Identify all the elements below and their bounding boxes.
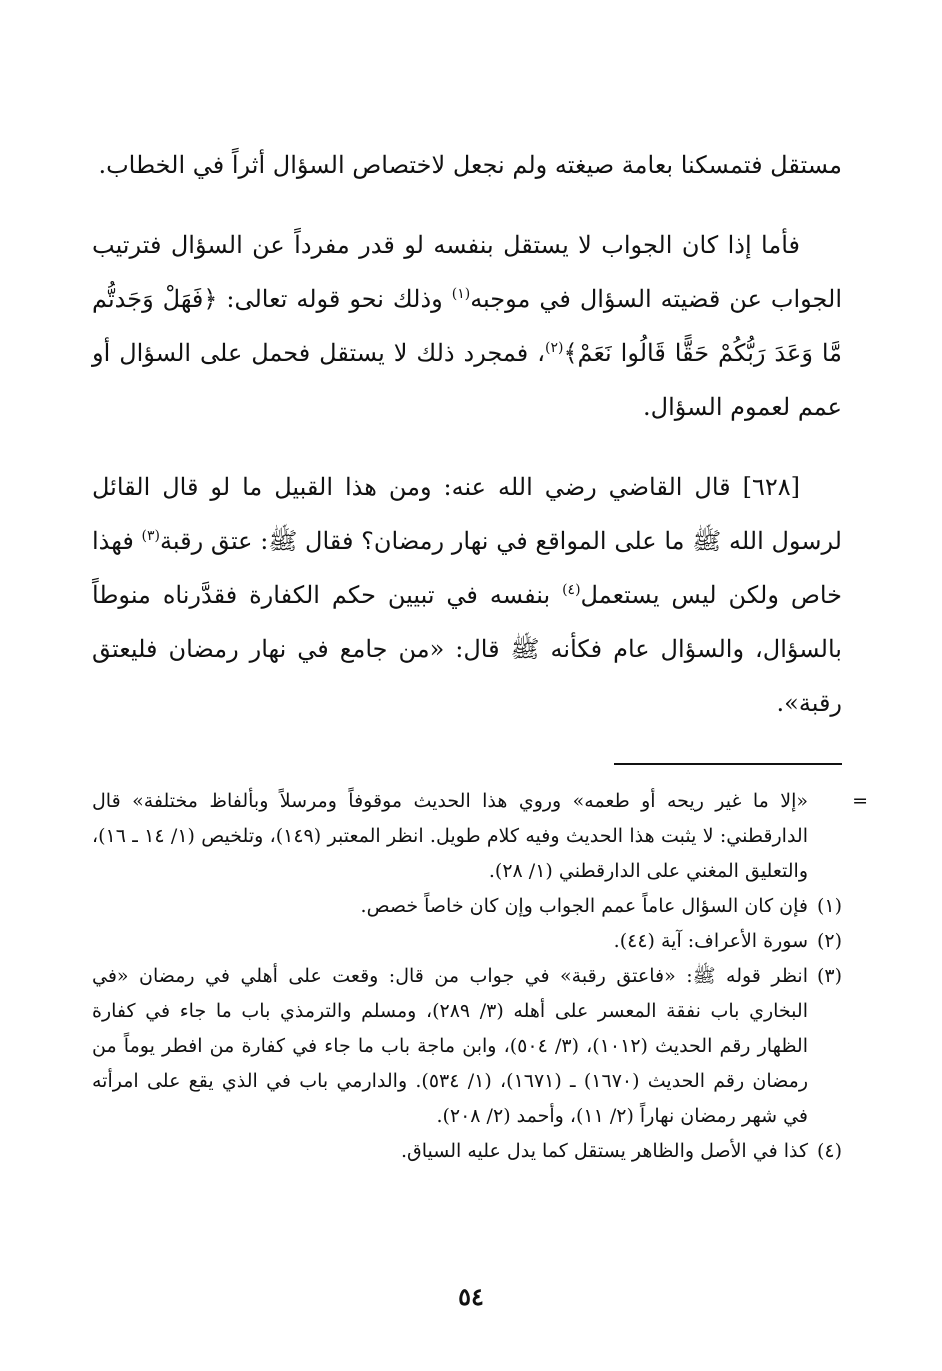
footnote-ref-4: (٤) (562, 582, 581, 598)
paragraph-3-text-b: فهذا خاص ولكن ليس يستعمل (92, 527, 842, 609)
footnote-ref-2: (٢) (544, 340, 564, 356)
footnote-1-number: (١) (816, 895, 842, 917)
footnote-4-text: كذا في الأصل والظاهر يستقل كما يدل عليه السياق. (400, 1140, 808, 1162)
footnote-continuation (92, 784, 842, 889)
footnote-2 (92, 924, 842, 959)
paragraph-1 (92, 138, 842, 192)
footnote-ref-1: (١) (451, 286, 471, 302)
page-number: ٥٤ (458, 1282, 484, 1311)
footnote-continuation-text: «إلا ما غير ريحه أو طعمه» وروي هذا الحديث موقوفاً ومرسلاً وبألفاظ مختلفة» قال الدارقطني: لا يثبت هذا الحديث وفيه كلام طويل. انظر المعتبر (١٤٩)، وتلخيص (١/ ١٤ ـ ١٦)، والتعليق المغني على الدارقطني (١/ ٢٨). (92, 790, 808, 882)
footnote-1-text: فإن كان السؤال عاماً عمم الجواب وإن كان خاصاً خصص. (360, 895, 808, 917)
footnote-2-text: سورة الأعراف: آية (٤٤). (613, 930, 808, 952)
footnote-3 (92, 959, 842, 1134)
footnote-3-text: انظر قوله ﷺ: «فاعتق رقبة» في جواب من قال: وقعت على أهلي في رمضان «في البخاري باب نفقة المعسر على أهله (٣/ ٢٨٩)، ومسلم والترمذي باب ما جاء في كفارة الظهار رقم الحديث (١٠١٢)، (٣/ ٥٠٤)، وابن ماجة باب ما جاء في كفارة من افطر يوماً من رمضان رقم الحديث (١٦٧٠) ـ (١٦٧١)، (١/ ٥٣٤). والدارمي باب في الذي يقع على امرأته في شهر رمضان نهاراً (٢/ ١١)، وأحمد (٢/ ٢٠٨). (92, 965, 808, 1127)
paragraph-2-text-a: فأما إذا كان الجواب لا يستقل بنفسه لو قدر مفرداً عن السؤال فترتيب الجواب عن قضيته السؤال في موجبه (92, 231, 842, 313)
paragraph-1-text: مستقل فتمسكنا بعامة صيغته ولم نجعل لاختصاص السؤال أثراً في الخطاب. (98, 151, 842, 179)
footnotes (92, 784, 868, 1169)
paragraph-2-text-c: ، فمجرد ذلك لا يستقل فحمل على السؤال أو عمم لعموم السؤال. (92, 339, 842, 421)
main-text (92, 138, 842, 756)
footnote-1 (92, 889, 842, 924)
footnote-2-number: (٢) (816, 930, 842, 952)
paragraph-3-text-a: [٦٢٨] قال القاضي رضي الله عنه: ومن هذا القبيل ما لو قال القائل لرسول الله ﷺ ما على المواقع في نهار رمضان؟ فقال ﷺ: عتق رقبة (92, 473, 842, 555)
footnote-4-number: (٤) (816, 1140, 842, 1162)
footnote-4 (92, 1134, 842, 1169)
paragraph-3 (92, 460, 842, 730)
footnote-3-number: (٣) (816, 965, 842, 987)
paragraph-2-text-b: وذلك نحو قوله تعالى: ﴿فَهَلْ وَجَدتُّم مَّا وَعَدَ رَبُّكُمْ حَقًّا قَالُوا نَعَمْ﴾ (92, 285, 843, 367)
footnote-divider (614, 763, 842, 765)
continuation-mark: = (852, 790, 868, 812)
paragraph-3-text-c: بنفسه في تبيين حكم الكفارة فقدَّرناه منوطاً بالسؤال، والسؤال عام فكأنه ﷺ قال: «من جامع في نهار رمضان فليعتق رقبة». (92, 581, 842, 717)
footnote-ref-3: (٣) (141, 528, 161, 544)
paragraph-2 (92, 218, 842, 434)
